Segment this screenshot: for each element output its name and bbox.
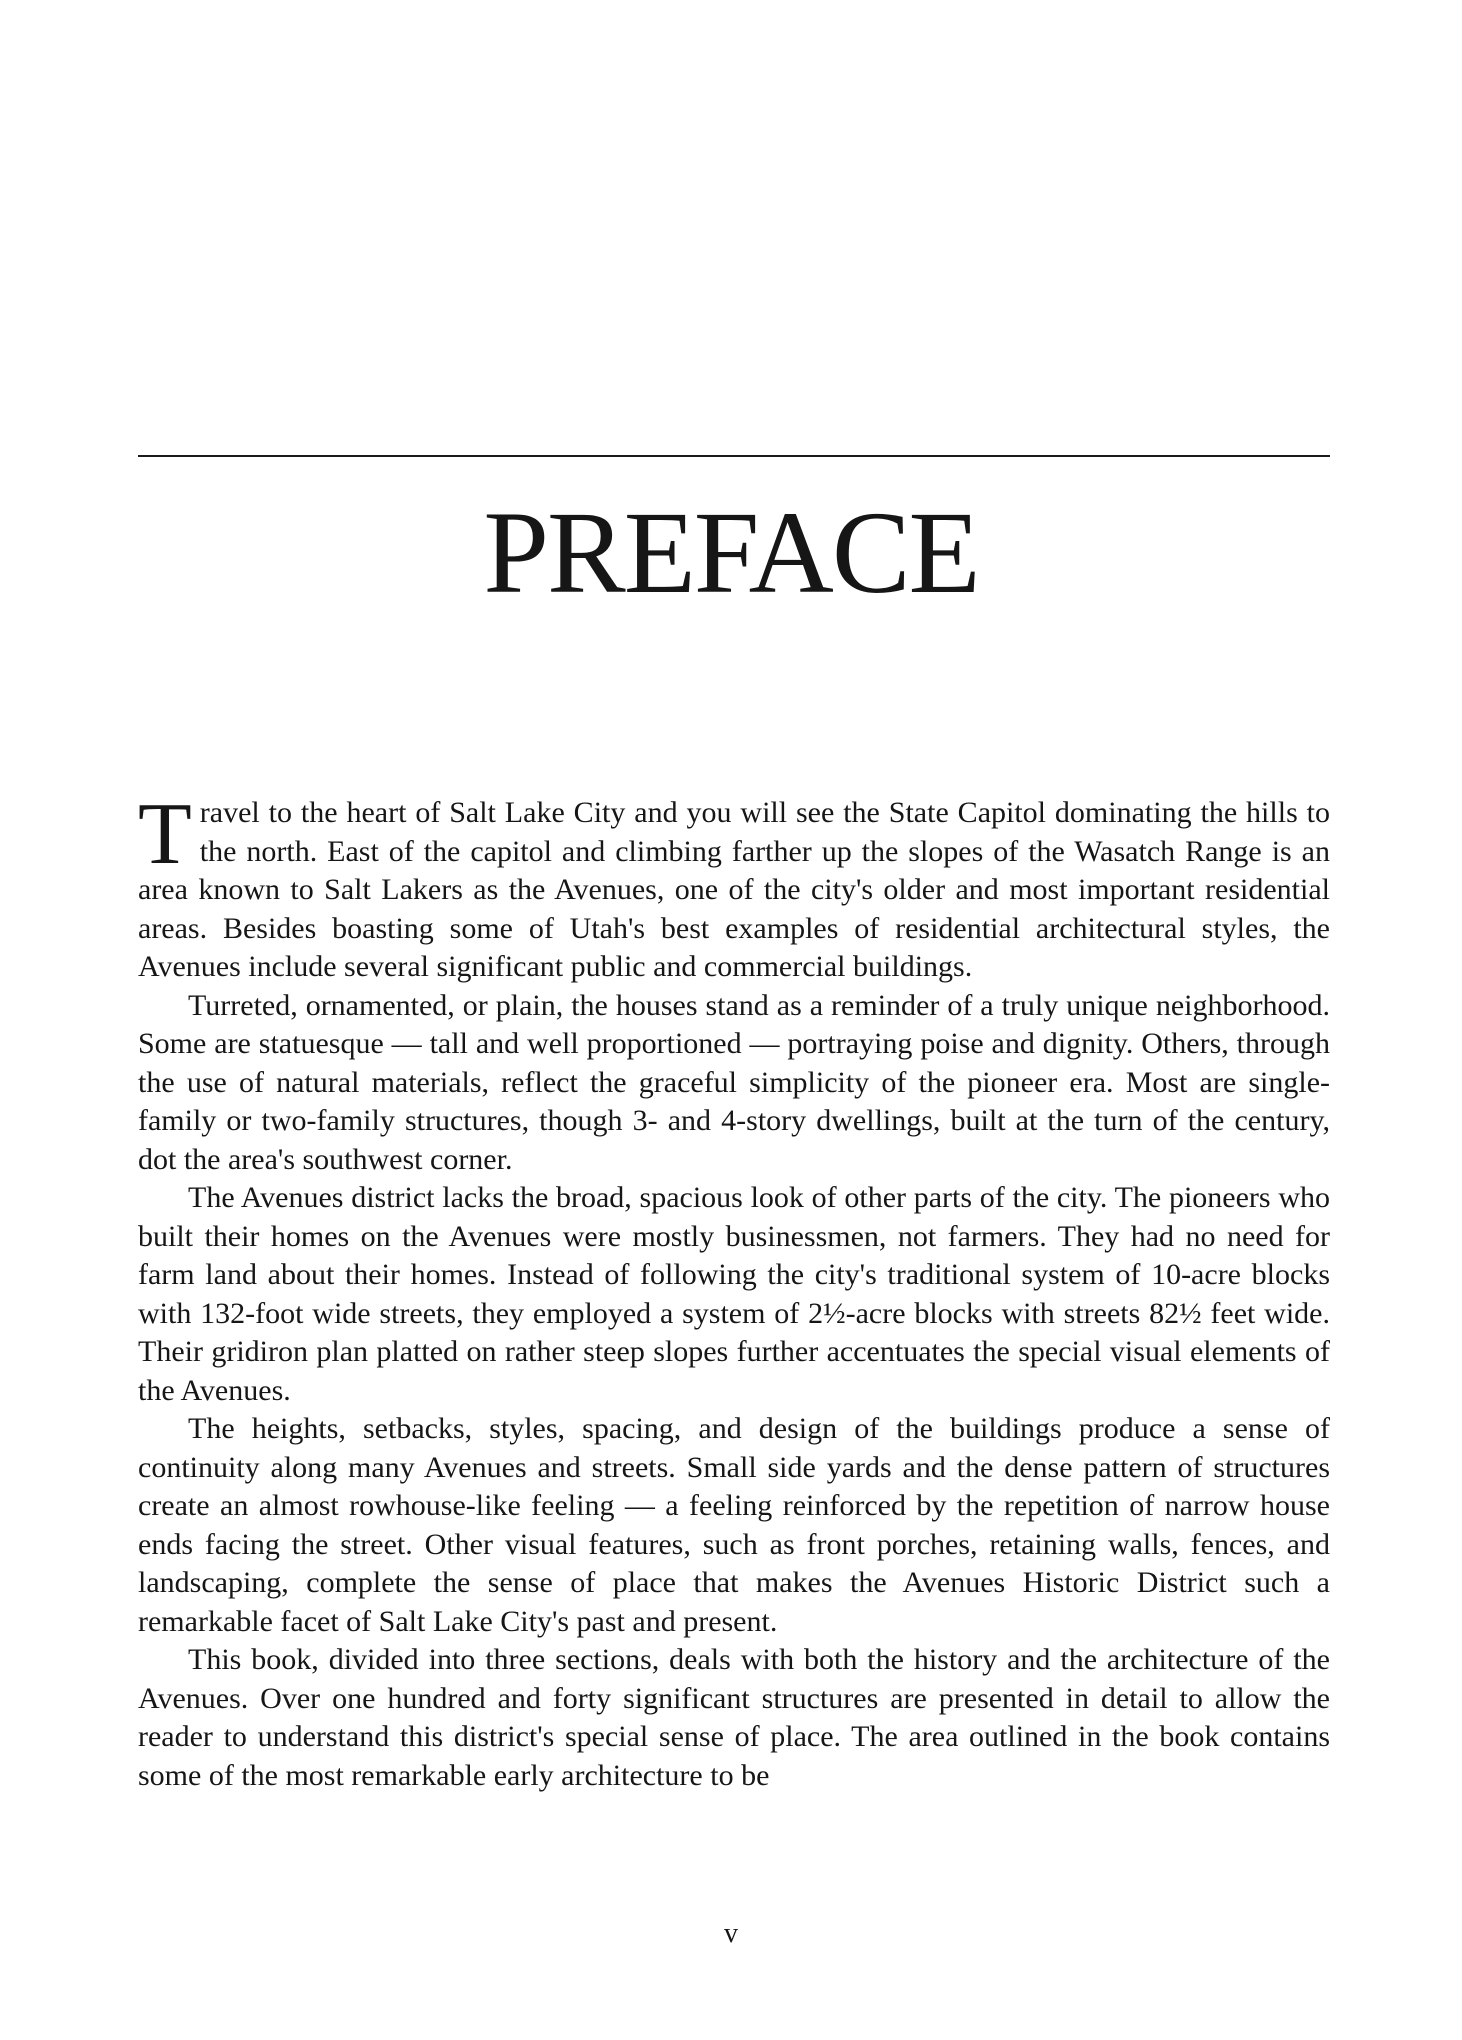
paragraph-5: This book, divided into three sections, deals with both the history and the architecture of the Avenues. Over one hundred and forty significant structures are presented in detail to allow the reader to understand this district's special sense of place. The area outlined in the book contains some of the most remarkable early architecture to be	[138, 1643, 1330, 1792]
paragraph-1	[138, 786, 1330, 987]
paragraph-3: The Avenues district lacks the broad, spacious look of other parts of the city. The pioneers who built their homes on the Avenues were mostly businessmen, not farmers. They had no need for farm land about their homes. Instead of following the city's traditional system of 10-acre blocks with 132-foot wide streets, they employed a system of 2½-acre blocks with streets 82½ feet wide. Their gridiron plan platted on rather steep slopes further accentuates the special visual elements of the Avenues.	[138, 1181, 1330, 1407]
preface-body	[138, 786, 1330, 1795]
paragraph-2: Turreted, ornamented, or plain, the houses stand as a reminder of a truly unique neighborhood. Some are statuesque — tall and well proportioned — portraying poise and dignity. Others, through the use of natural materials, reflect the graceful simplicity of the pioneer era. Most are single-family or two-family structures, though 3- and 4-story dwellings, built at the turn of the century, dot the area's southwest corner.	[138, 988, 1330, 1176]
title-rule	[138, 455, 1330, 457]
paragraph-1-text: ravel to the heart of Salt Lake City and you will see the State Capitol dominating the hills to the north. East of the capitol and climbing farther up the slopes of the Wasatch Range is an area known to Salt Lakers as the Avenues, one of the city's older and most important residential areas. Besides boasting some of Utah's best examples of residential architectural styles, the Avenues include several significant public and commercial buildings.	[138, 796, 1330, 983]
page-title: PREFACE	[483, 487, 979, 618]
drop-cap: T	[138, 786, 192, 883]
paragraph-4: The heights, setbacks, styles, spacing, and design of the buildings produce a sense of continuity along many Avenues and streets. Small side yards and the dense pattern of structures create an almost rowhouse-like feeling — a feeling reinforced by the repetition of narrow house ends facing the street. Other visual features, such as front porches, retaining walls, fences, and landscaping, complete the sense of place that makes the Avenues Historic District such a remarkable facet of Salt Lake City's past and present.	[138, 1412, 1330, 1638]
page-number: v	[724, 1918, 738, 1949]
